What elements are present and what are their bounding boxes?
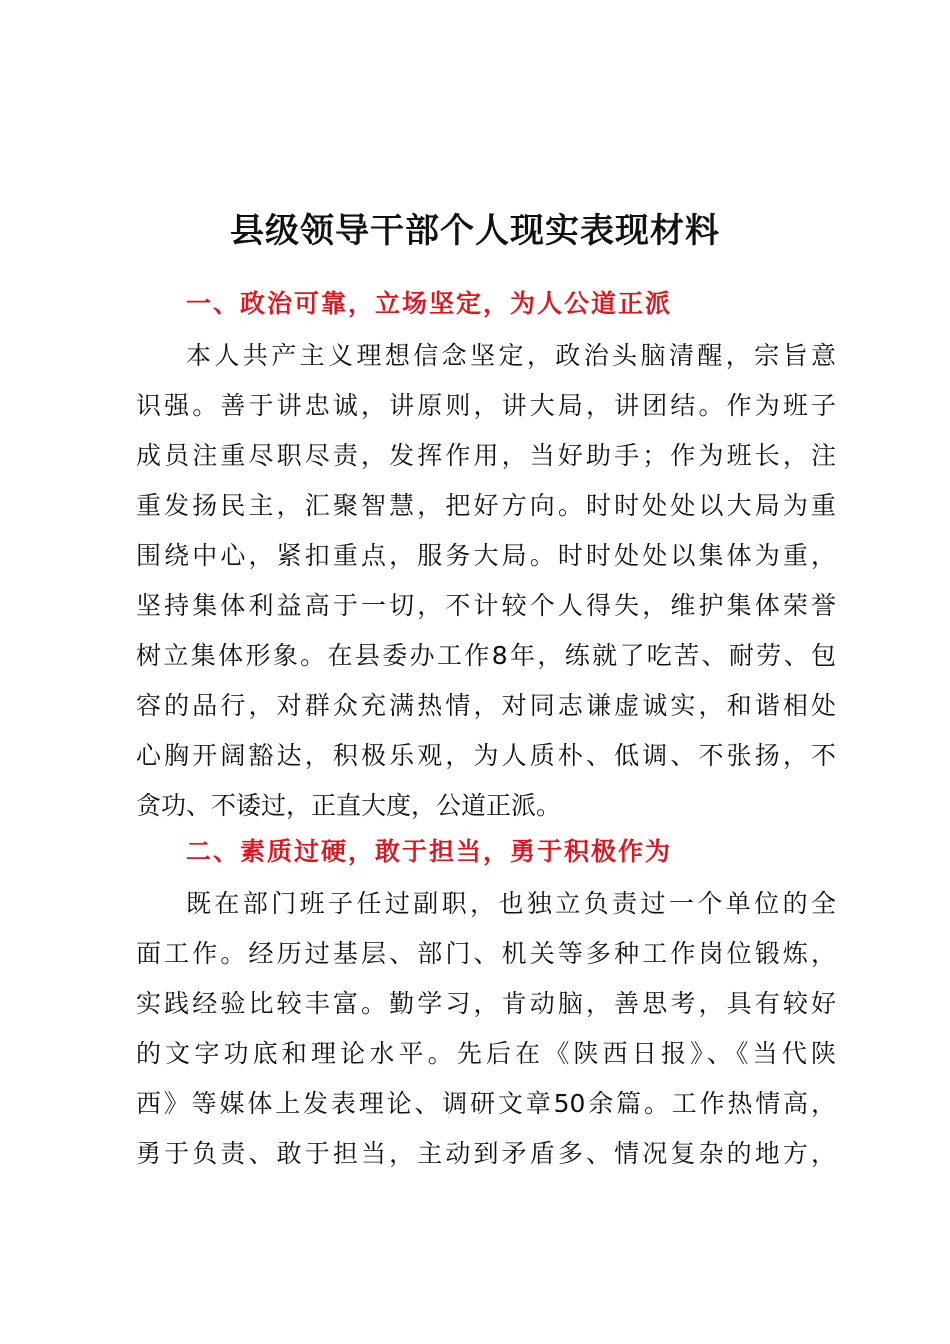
- paragraph-line: 既在部门班子任过副职，也独立负责过一个单位的全: [186, 889, 836, 918]
- paragraph-line: 实践经验比较丰富。勤学习，肯动脑，善思考，具有较好: [136, 989, 836, 1018]
- section-heading-2: 二、素质过硬，敢于担当，勇于积极作为: [186, 837, 673, 866]
- paragraph-line: 重发扬民主，汇聚智慧，把好方向。时时处处以大局为重: [136, 491, 836, 520]
- paragraph-line: 成员注重尽职尽责，发挥作用，当好助手；作为班长，注: [136, 441, 836, 470]
- paragraph-line: 树立集体形象。在县委办工作8年，练就了吃苦、耐劳、包: [136, 641, 836, 670]
- paragraph-line: 围绕中心，紧扣重点，服务大局。时时处处以集体为重，: [136, 541, 836, 570]
- paragraph-line: 西》等媒体上发表理论、调研文章50余篇。工作热情高，: [136, 1089, 836, 1118]
- paragraph-line: 坚持集体利益高于一切，不计较个人得失，维护集体荣誉: [136, 591, 836, 620]
- document-title: 县级领导干部个人现实表现材料: [230, 211, 720, 251]
- paragraph-line: 的文字功底和理论水平。先后在《陕西日报》、《当代陕: [136, 1039, 836, 1068]
- paragraph-line: 心胸开阔豁达，积极乐观，为人质朴、低调、不张扬，不: [136, 741, 836, 770]
- section-heading-1: 一、政治可靠，立场坚定，为人公道正派: [186, 289, 673, 318]
- paragraph-line: 本人共产主义理想信念坚定，政治头脑清醒，宗旨意: [186, 341, 836, 370]
- paragraph-line: 识强。善于讲忠诚，讲原则，讲大局，讲团结。作为班子: [136, 391, 836, 420]
- paragraph-line: 勇于负责、敢于担当，主动到矛盾多、情况复杂的地方，: [136, 1139, 836, 1168]
- paragraph-line: 容的品行，对群众充满热情，对同志谦虚诚实，和谐相处: [136, 691, 836, 720]
- paragraph-line: 面工作。经历过基层、部门、机关等多种工作岗位锻炼，: [136, 939, 836, 968]
- paragraph-line: 贪功、不诿过，正直大度，公道正派。: [136, 791, 562, 820]
